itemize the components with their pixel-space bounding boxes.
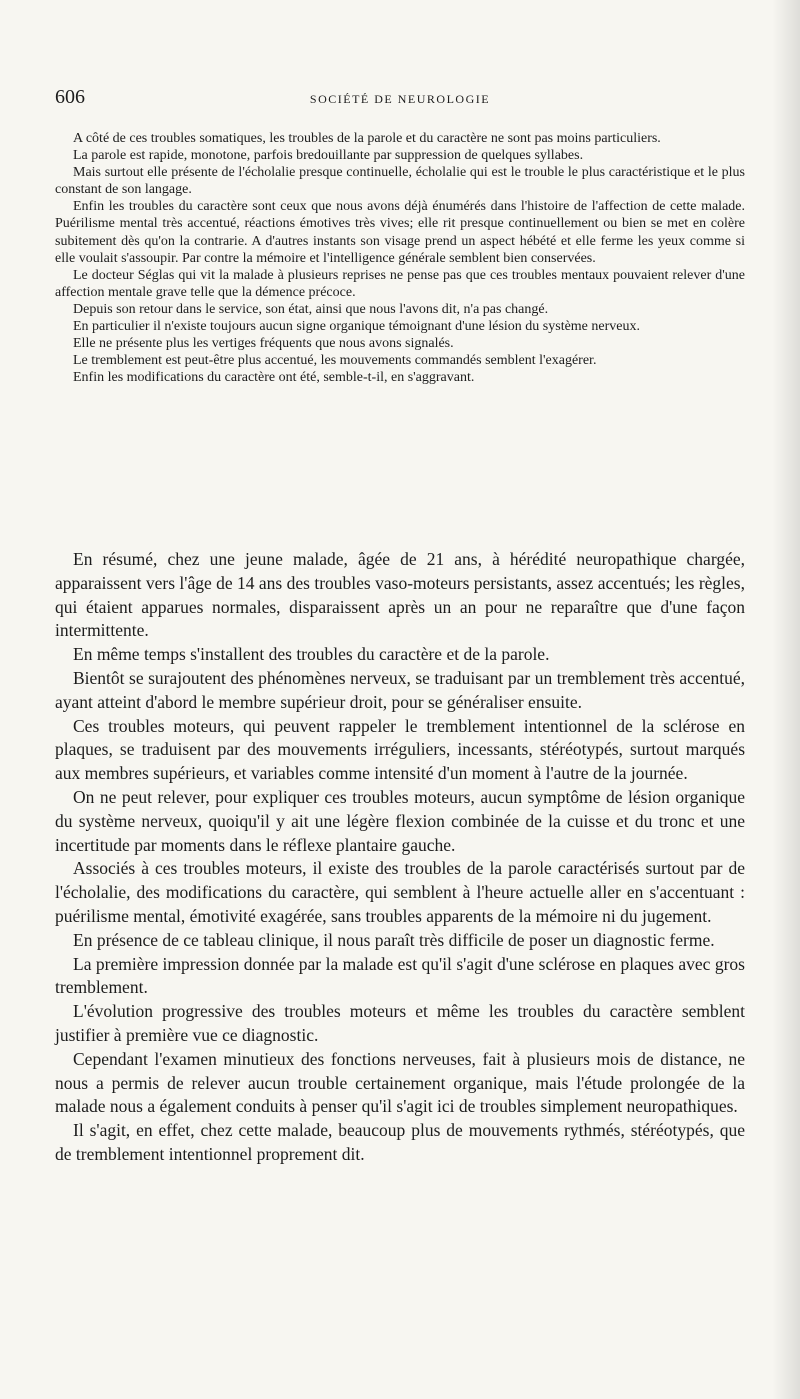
paragraph: En même temps s'installent des troubles du caractère et de la parole. — [73, 644, 550, 665]
summary-text — [55, 548, 745, 1167]
paragraph: La première impression donnée par la malade est qu'il s'agit d'une sclérose en plaques avec gros tremblement. — [55, 953, 745, 998]
paragraph: La parole est rapide, monotone, parfois bredouillante par suppression de quelques syllabes. — [73, 148, 584, 164]
paragraph: Cependant l'examen minutieux des fonctions nerveuses, fait à plusieurs mois de distance, ne nous a permis de relever aucun trouble certainement organique, mais l'étude prolongée de la malade nous a également conduits à penser qu'il s'agit ici de troubles simplement neuropathiques. — [55, 1048, 745, 1117]
paragraph: Le docteur Séglas qui vit la malade à plusieurs reprises ne pense pas que ces troubles mentaux pouvaient relever d'une affection mentale grave telle que la démence précoce. — [55, 267, 745, 300]
paragraph: Enfin les modifications du caractère ont été, semble-t-il, en s'aggravant. — [73, 370, 475, 386]
paragraph: Ces troubles moteurs, qui peuvent rappeler le tremblement intentionnel de la sclérose en plaques, se traduisent par des mouvements irréguliers, incessants, stéréotypés, surtout marqués aux membres supérieurs, et variables comme intensité d'un moment à l'autre de la journée. — [55, 715, 745, 784]
paragraph: On ne peut relever, pour expliquer ces troubles moteurs, aucun symptôme de lésion organique du système nerveux, quoiqu'il y ait une légère flexion combinée de la cuisse et du tronc et une incertitude par moments dans le réflexe plantaire gauche. — [55, 786, 745, 855]
paragraph: Associés à ces troubles moteurs, il existe des troubles de la parole caractérisés surtout par de l'écholalie, des modifications du caractère, qui semblent à l'heure actuelle aller en s'accentuant : puérilisme mental, émotivité exagérée, sans troubles apparents de la mémoire ni du jugement. — [55, 858, 745, 926]
paragraph: Enfin les troubles du caractère sont ceux que nous avons déjà énumérés dans l'histoire de l'affection de cette malade. Puérilisme mental très accentué, réactions émotives très vives; elle rit presque continuellement ou bien se met en colère subitement dès qu'on la contrarie. A d'autres instants son visage prend un aspect hébété et elle ferme les yeux comme si elle voulait s'assoupir. Par contre la mémoire et l'intelligence générale semblent bien conservées. — [55, 199, 745, 266]
paragraph: Depuis son retour dans le service, son état, ainsi que nous l'avons dit, n'a pas changé. — [73, 301, 549, 317]
paragraph: A côté de ces troubles somatiques, les troubles de la parole et du caractère ne sont pas moins particuliers. — [73, 131, 661, 146]
running-head: SOCIÉTÉ DE NEUROLOGIE — [309, 92, 491, 106]
paragraph: En résumé, chez une jeune malade, âgée de 21 ans, à hérédité neuropathique chargée, apparaissent vers l'âge de 14 ans des troubles vaso-moteurs persistants, assez accentués; les règles, qui étaient apparues normales, disparaissent après un an pour ne reparaître que d'une façon intermittente. — [55, 549, 745, 641]
paragraph: Il s'agit, en effet, chez cette malade, beaucoup plus de mouvements rythmés, stéréotypés, que de tremblement intentionnel proprement dit. — [55, 1120, 745, 1164]
page-header — [55, 86, 745, 116]
paragraph: Le tremblement est peut-être plus accentué, les mouvements commandés semblent l'exagérer. — [73, 353, 597, 369]
paragraph: Bientôt se surajoutent des phénomènes nerveux, se traduisant par un tremblement très accentué, ayant atteint d'abord le membre supérieur droit, pour se généraliser ensuite. — [55, 667, 745, 712]
paragraph: L'évolution progressive des troubles moteurs et même les troubles du caractère semblent justifier à première vue ce diagnostic. — [55, 1001, 745, 1045]
case-observation-text — [55, 130, 745, 386]
paragraph: Mais surtout elle présente de l'écholalie presque continuelle, écholalie qui est le trouble le plus caractéristique et le plus constant de son langage. — [55, 165, 745, 198]
paragraph: En particulier il n'existe toujours aucun signe organique témoignant d'une lésion du système nerveux. — [73, 319, 640, 335]
paragraph: Elle ne présente plus les vertiges fréquents que nous avons signalés. — [73, 336, 454, 352]
paragraph: En présence de ce tableau clinique, il nous paraît très difficile de poser un diagnostic ferme. — [73, 929, 715, 950]
page-edge-shadow — [772, 0, 800, 1399]
page-number: 606 — [55, 86, 85, 108]
